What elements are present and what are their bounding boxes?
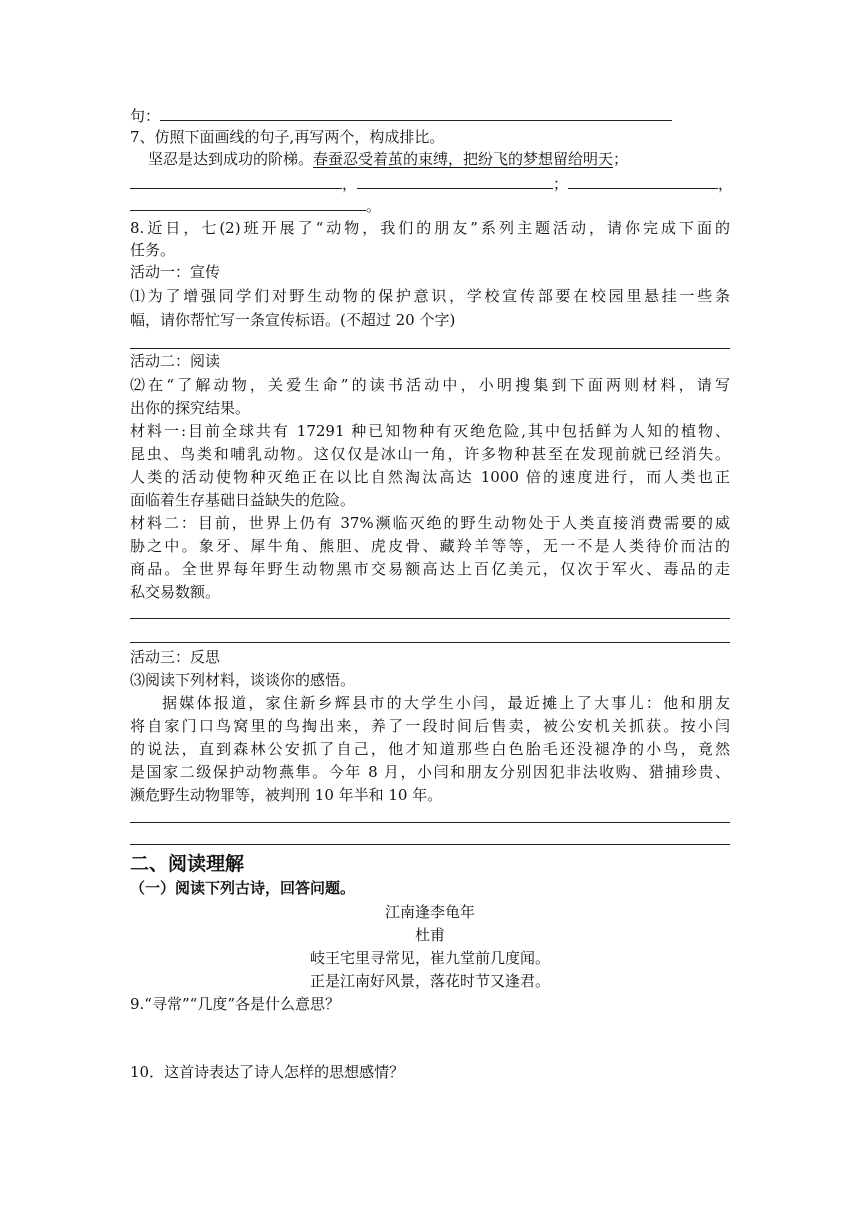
q7-sep: ； <box>613 150 629 168</box>
activity2-answer-line-1[interactable] <box>130 618 730 619</box>
passage-line-3: 的说法，直到森林公安抓了自己，他才知道那些白色胎毛还没褪净的小鸟，竟然 <box>130 740 730 758</box>
activity3-answer-line-1[interactable] <box>130 822 730 823</box>
activity1-line-1: ⑴为了增强同学们对野生动物的保护意识，学校宣传部要在校园里悬挂一些条 <box>130 287 730 305</box>
activity3-answer-line-2[interactable] <box>130 844 730 845</box>
poem-line-2: 正是江南好风景，落花时节又逢君。 <box>309 972 550 990</box>
q7-comma-1: ， <box>342 175 358 193</box>
poem-line-1: 岐王宅里寻常见，崔九堂前几度闻。 <box>309 949 550 967</box>
activity1-title: 活动一：宣传 <box>130 263 221 281</box>
material1-line-1: 材料一:目前全球共有 17291 种已知物种有灭绝危险,其中包括鲜为人知的植物、 <box>130 422 730 440</box>
question-9: 9.“寻常”“几度”各是什么意思？ <box>130 995 340 1013</box>
q7-blank-4[interactable] <box>130 194 366 211</box>
q7-example <box>130 148 628 170</box>
q8-intro-line-2: 任务。 <box>130 241 176 259</box>
activity1-line-2: 幅，请你帮忙写一条宣传标语。(不超过 20 个字) <box>130 311 456 329</box>
activity2-title: 活动二：阅读 <box>130 352 221 370</box>
poem-author: 杜甫 <box>414 926 445 944</box>
material1-line-4: 面临着生存基础日益缺失的危险。 <box>130 491 356 509</box>
q7-blank-1[interactable] <box>130 172 342 189</box>
q7-prompt: 7、仿照下面画线的句子,再写两个，构成排比。 <box>130 128 445 146</box>
q7-blank-2[interactable] <box>357 172 553 189</box>
activity2-line-1: ⑵在“了解动物，关爱生命”的读书活动中，小明搜集到下面两则材料，请写 <box>130 376 730 394</box>
activity1-answer-line[interactable] <box>130 348 730 349</box>
passage-line-5: 濒危野生动物罪等，被判刑 10 年半和 10 年。 <box>130 786 443 804</box>
material2-line-1: 材料二：目前，世界上仍有 37%濒临灭绝的野生动物处于人类直接消费需要的威 <box>130 514 730 532</box>
q7-underlined-sentence: 春蚕忍受着茧的束缚，把纷飞的梦想留给明天 <box>313 150 614 168</box>
q7-semicolon: ； <box>553 175 569 193</box>
q7-period: 。 <box>366 197 382 215</box>
material2-line-3: 商品。全世界每年野生动物黑市交易额高达上百亿美元，仅次于军火、毒品的走 <box>130 560 730 578</box>
passage-line-2: 将自家门口鸟窝里的鸟掏出来，养了一段时间后售卖，被公安机关抓获。按小闫 <box>130 717 730 735</box>
passage-line-4: 是国家二级保护动物燕隼。今年 8 月，小闫和朋友分别因犯非法收购、猎捕珍贵、 <box>130 763 730 781</box>
activity2-answer-line-2[interactable] <box>130 642 730 643</box>
q7-blanks-row <box>130 172 733 195</box>
q6-blank[interactable] <box>160 104 672 121</box>
q6-label: 句： <box>130 107 161 125</box>
section2-subtitle: （一）阅读下列古诗，回答问题。 <box>130 879 356 897</box>
q7-blanks-row-2 <box>130 194 381 217</box>
material2-line-4: 私交易数额。 <box>130 583 221 601</box>
q8-intro-line-1: 8.近日，七(2)班开展了“动物，我们的朋友”系列主题活动，请你完成下面的 <box>130 219 730 237</box>
section2-title: 二、阅读理解 <box>130 853 245 875</box>
q7-comma-2: ， <box>718 175 734 193</box>
q7-lead: 坚忍是达到成功的阶梯。 <box>148 150 314 168</box>
activity3-title: 活动三：反思 <box>130 648 221 666</box>
question-10: 10．这首诗表达了诗人怎样的思想感情？ <box>130 1063 405 1081</box>
activity3-prompt: ⑶阅读下列材料，谈谈你的感悟。 <box>130 671 356 689</box>
q7-blank-3[interactable] <box>568 172 718 189</box>
poem-title: 江南逢李龟年 <box>384 903 475 921</box>
q6-answer-line <box>130 104 672 127</box>
activity2-line-2: 出你的探究结果。 <box>130 399 251 417</box>
material1-line-3: 人类的活动使物种灭绝正在以比自然淘汰高达 1000 倍的速度进行，而人类也正 <box>130 468 730 486</box>
material2-line-2: 胁之中。象牙、犀牛角、熊胆、虎皮骨、藏羚羊等等，无一不是人类待价而沽的 <box>130 537 730 555</box>
passage-line-1: 据媒体报道，家住新乡辉县市的大学生小闫，最近摊上了大事儿：他和朋友 <box>162 694 730 712</box>
material1-line-2: 昆虫、鸟类和哺乳动物。这仅仅是冰山一角，许多物种甚至在发现前就已经消失。 <box>130 445 730 463</box>
